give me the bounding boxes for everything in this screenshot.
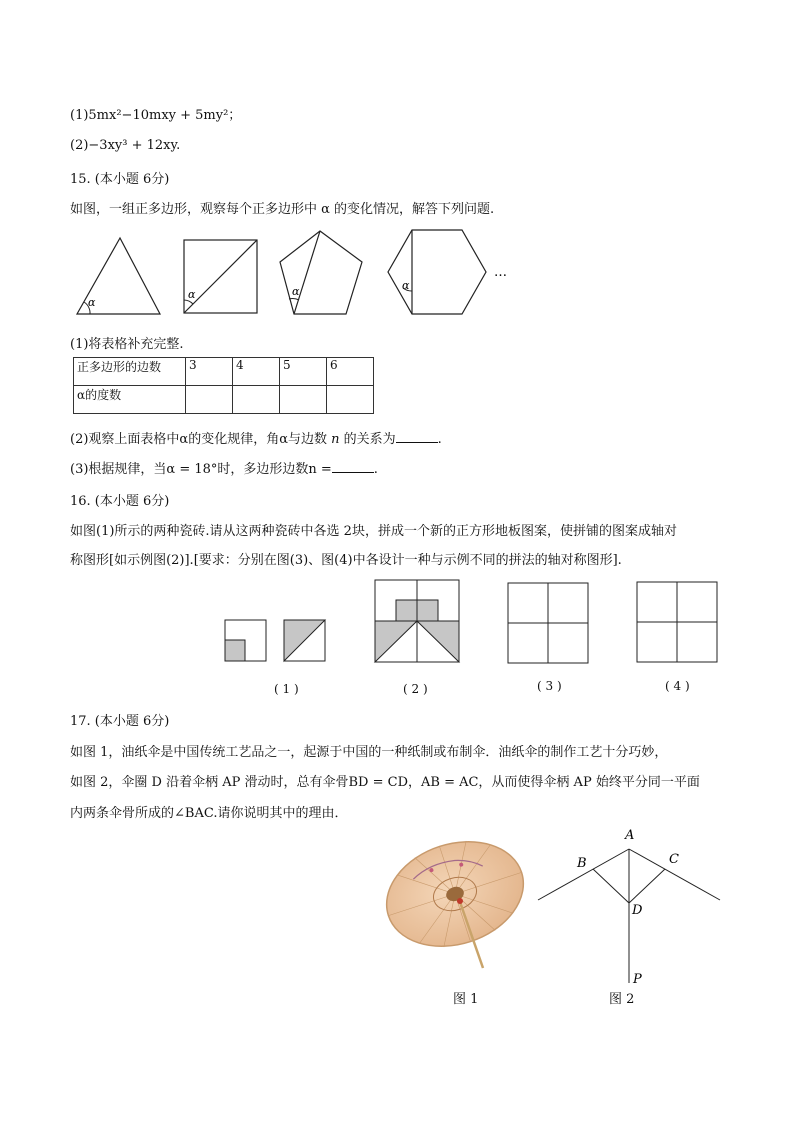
- question-17-stem-3: 内两条伞骨所成的∠BAC.请你说明其中的理由．: [70, 806, 348, 821]
- figure-1-caption: 图 1: [453, 992, 479, 1007]
- table-cell: 正多边形的边数: [74, 358, 186, 386]
- table-cell[interactable]: [186, 386, 233, 414]
- question-15-part2: [70, 428, 442, 447]
- table-cell[interactable]: [327, 386, 374, 414]
- alpha-table: [73, 357, 374, 414]
- answer-blank[interactable]: [396, 430, 438, 443]
- tile-figures: [220, 578, 725, 670]
- table-cell[interactable]: [233, 386, 280, 414]
- alpha-label-triangle: α: [88, 296, 96, 309]
- caption-3: ( 3 ): [537, 679, 562, 693]
- oil-paper-umbrella-image: [380, 832, 530, 977]
- blank-grid-3[interactable]: [508, 583, 588, 663]
- hexagon-shape: [388, 230, 486, 314]
- table-row: [74, 386, 374, 414]
- question-15-stem: 如图，一组正多边形，观察每个正多边形中 α 的变化情况，解答下列问题.: [70, 202, 495, 217]
- blank-grid-4[interactable]: [637, 582, 717, 662]
- question-15-part1: (1)将表格补充完整.: [70, 337, 184, 352]
- variable-n: n: [331, 432, 340, 447]
- point-B-label: B: [577, 856, 587, 871]
- point-D-label: D: [632, 903, 643, 918]
- alpha-label-square: α: [188, 288, 196, 301]
- part3-text-a: (3)根据规律，当α = 18°时，多边形边数n =: [70, 462, 332, 477]
- question-17-stem-1: 如图 1，油纸伞是中国传统工艺品之一，起源于中国的一种纸制或布制伞．油纸伞的制作工艺十分巧妙，: [70, 745, 668, 760]
- table-cell: 5: [280, 358, 327, 386]
- regular-polygons-figure: [70, 226, 530, 318]
- caption-4: ( 4 ): [665, 679, 690, 693]
- umbrella-geometry-figure: [535, 825, 725, 985]
- table-cell: 3: [186, 358, 233, 386]
- table-row: [74, 358, 374, 386]
- figure-2-caption: 图 2: [609, 992, 635, 1007]
- part3-period: .: [373, 462, 378, 477]
- answer-blank[interactable]: [332, 460, 374, 473]
- point-C-label: C: [669, 852, 679, 867]
- pentagon-shape: [280, 231, 362, 314]
- table-cell: 6: [327, 358, 374, 386]
- alpha-label-pentagon: α: [292, 285, 300, 298]
- part2-text-a: (2)观察上面表格中α的变化规律，角α与边数: [70, 432, 332, 447]
- table-cell: 4: [233, 358, 280, 386]
- question-15-part3: [70, 458, 378, 477]
- question-16-stem-2: 称图形[如示例图(2)].[要求：分别在图(3)、图(4)中各设计一种与示例不同的拼法的轴对称图形].: [70, 553, 622, 568]
- part2-period: .: [437, 432, 442, 447]
- caption-2: ( 2 ): [403, 682, 428, 696]
- problem-14-part1: (1)5mx²−10mxy + 5my²；: [70, 108, 242, 123]
- part2-text-b: 的关系为: [339, 432, 396, 447]
- question-17-stem-2: 如图 2，伞圈 D 沿着伞柄 AP 滑动时，总有伞骨BD = CD，AB = AC，从而使得伞柄 AP 始终平分同一平面: [70, 775, 700, 790]
- question-16-heading: 16. (本小题 6分): [70, 494, 170, 509]
- example-pattern: [375, 580, 459, 662]
- ellipsis: …: [494, 265, 507, 280]
- question-15-heading: 15. (本小题 6分): [70, 172, 170, 187]
- table-cell[interactable]: [280, 386, 327, 414]
- problem-14-part2: (2)−3xy³ + 12xy.: [70, 138, 181, 153]
- question-17-heading: 17. (本小题 6分): [70, 714, 170, 729]
- caption-1: ( 1 ): [274, 682, 299, 696]
- alpha-label-hexagon: α: [402, 279, 410, 292]
- question-16-stem-1: 如图(1)所示的两种瓷砖.请从这两种瓷砖中各选 2块，拼成一个新的正方形地板图案，使拼铺的图案成轴对: [70, 524, 677, 539]
- point-P-label: P: [633, 972, 642, 985]
- point-A-label: A: [625, 828, 635, 843]
- table-cell: α的度数: [74, 386, 186, 414]
